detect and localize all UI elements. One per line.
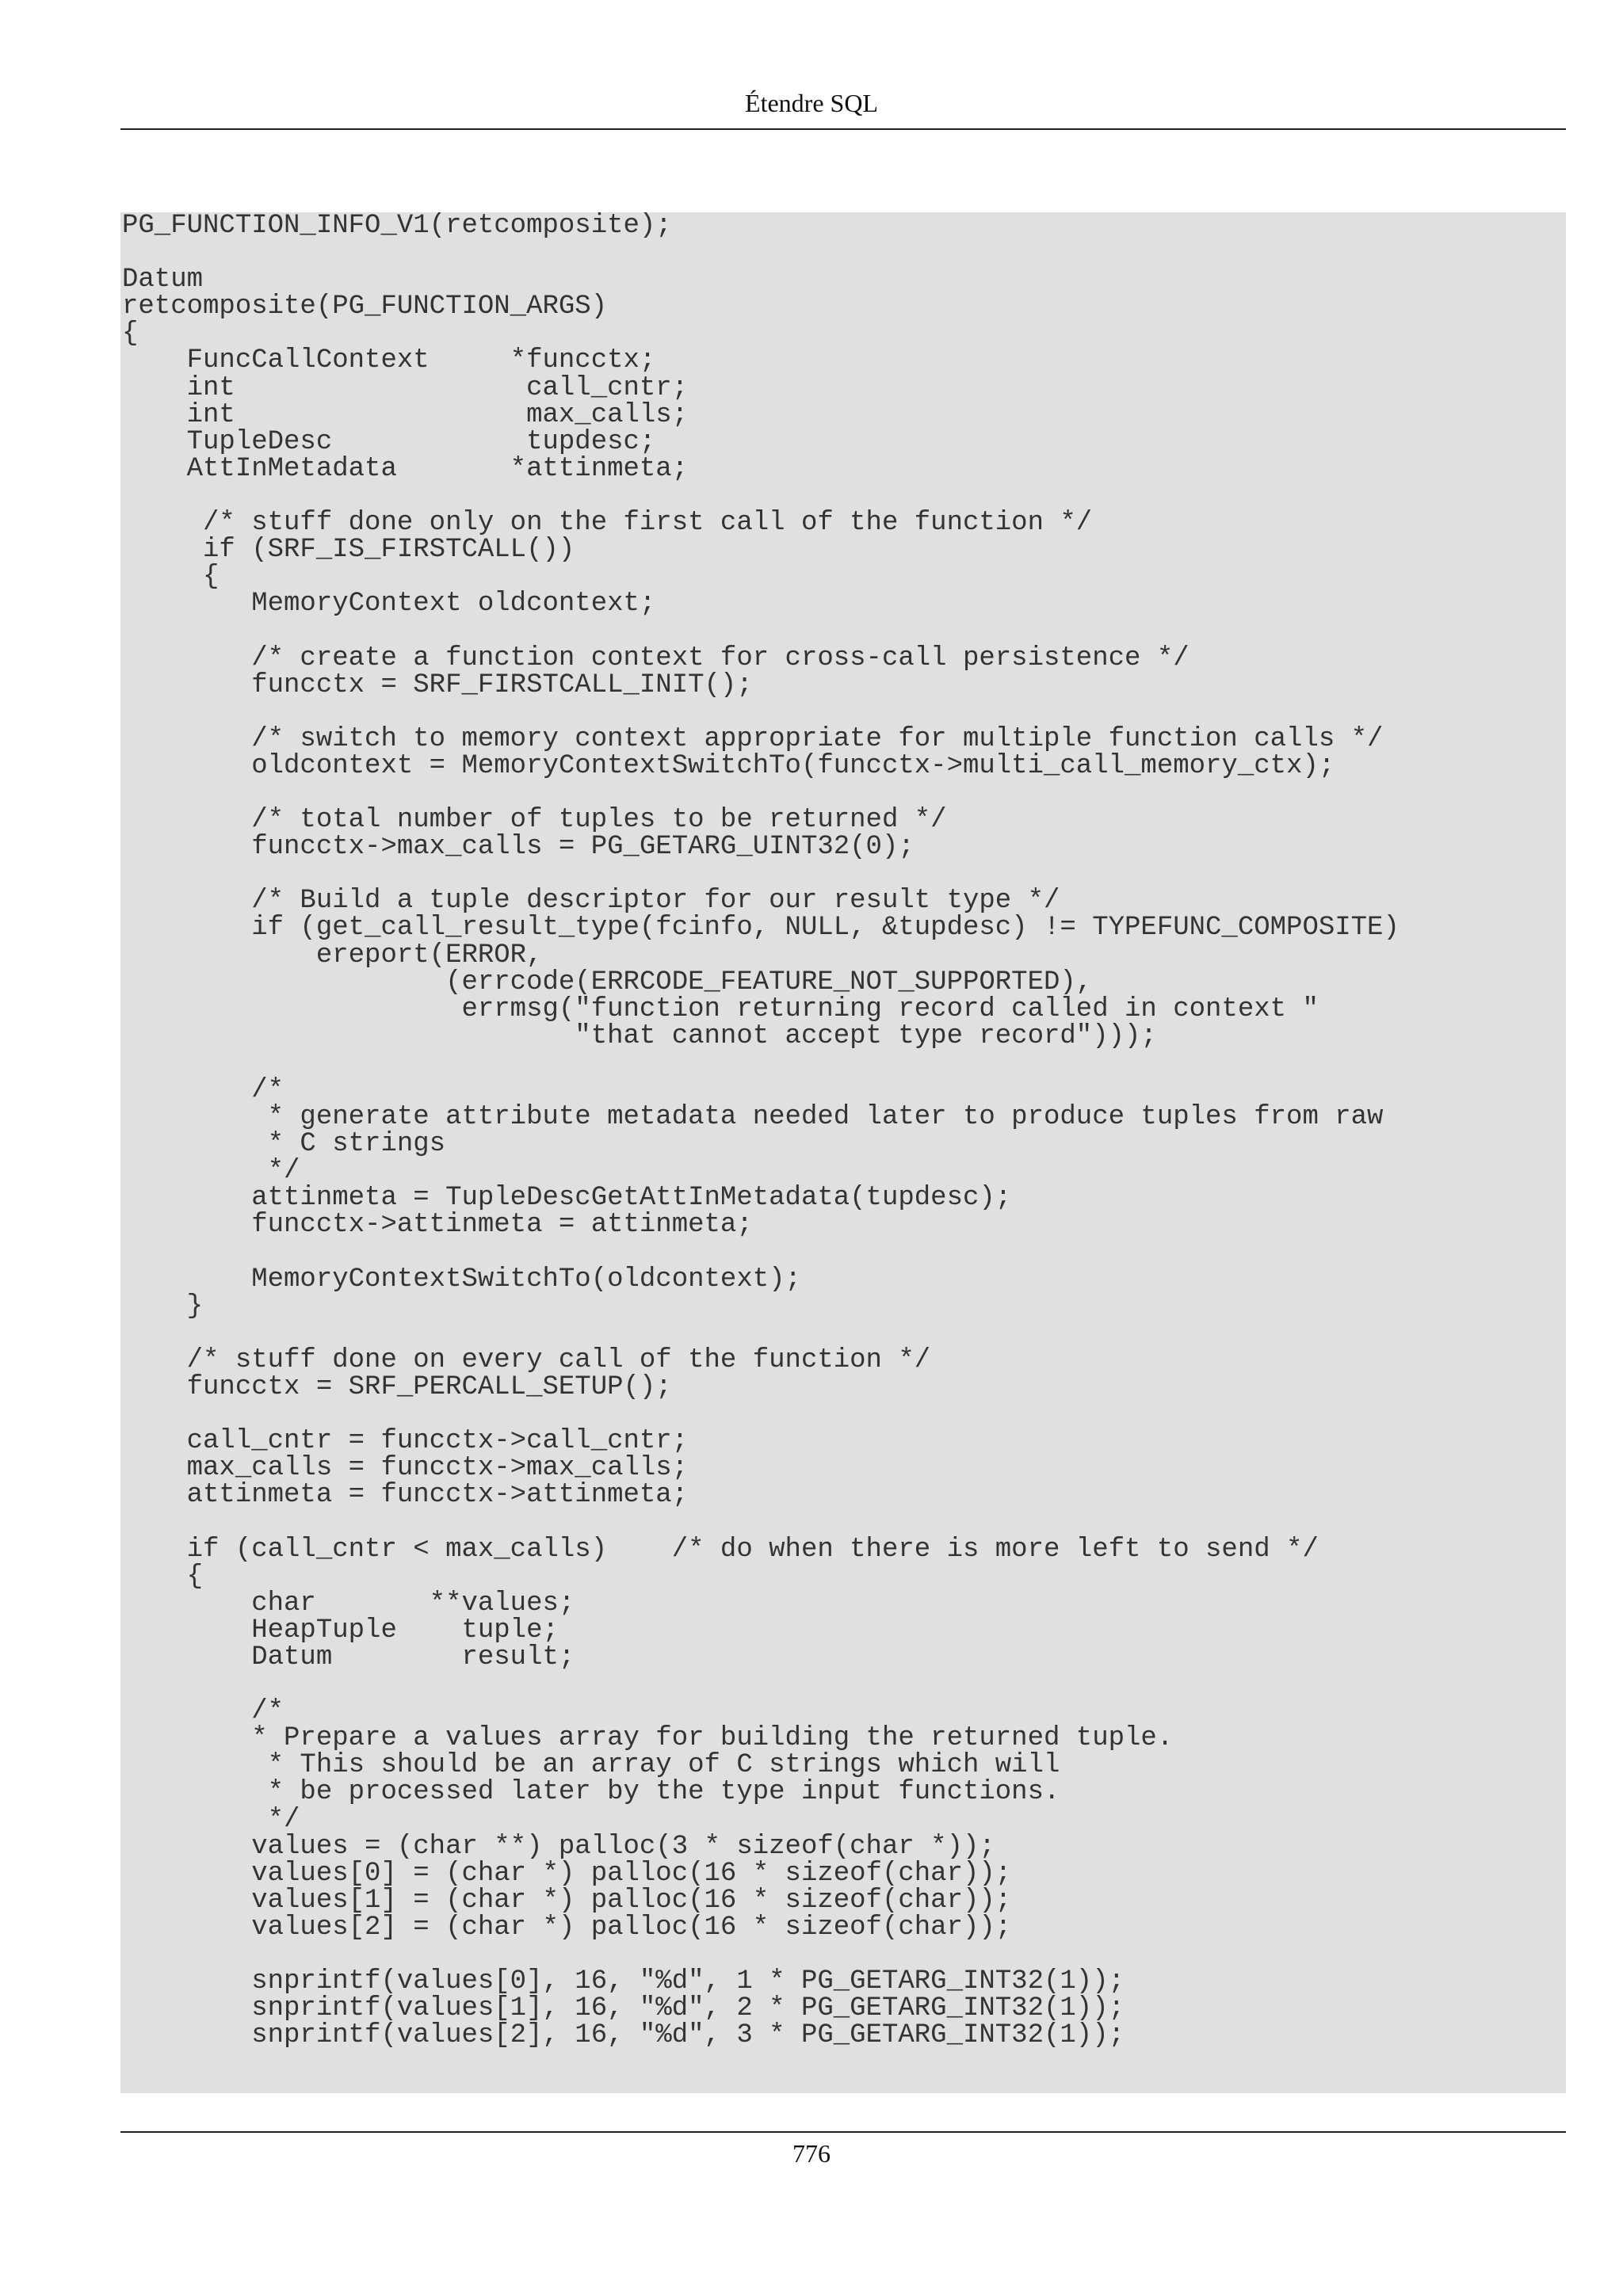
footer-divider xyxy=(120,2131,1566,2133)
page-header-title: Étendre SQL xyxy=(745,89,878,117)
code-listing: PG_FUNCTION_INFO_V1(retcomposite); Datum retcomposite(PG_FUNCTION_ARGS) { FuncCallContext *funcctx; int call_cntr; int max_calls; TupleDesc tupdesc; AttInMetadata *attinmeta; /* stuff done only on the first call of the function */ if (SRF_IS_FIRSTCALL()) { MemoryContext oldcontext; /* create a function context for cross-call persistence */ funcctx = SRF_FIRSTCALL_INIT(); /* switch to memory context appropriate for multiple function calls */ oldcontext = MemoryContextSwitchTo(funcctx->multi_call_memory_ctx); /* total number of tuples to be returned */ funcctx->max_calls = PG_GETARG_UINT32(0); /* Build a tuple descriptor for our result type */ if (get_call_result_type(fcinfo, NULL, &tupdesc) != TYPEFUNC_COMPOSITE) ereport(ERROR, (errcode(ERRCODE_FEATURE_NOT_SUPPORTED), errmsg("function returning record called in context " "that cannot accept type record"))); /* * generate attribute metadata needed later to produce tuples from raw * C strings */ attinmeta = TupleDescGetAttInMetadata(tupdesc); funcctx->attinmeta = attinmeta; MemoryContextSwitchTo(oldcontext); } /* stuff done on every call of the function */ funcctx = SRF_PERCALL_SETUP(); call_cntr = funcctx->call_cntr; max_calls = funcctx->max_calls; attinmeta = funcctx->attinmeta; if (call_cntr < max_calls) /* do when there is more left to send */ { char **values; HeapTuple tuple; Datum result; /* * Prepare a values array for building the returned tuple. * This should be an array of C strings which will * be processed later by the type input functions. */ values = (char **) palloc(3 * sizeof(char *)); values[0] = (char *) palloc(16 * sizeof(char)); values[1] = (char *) palloc(16 * sizeof(char)); values[2] = (char *) palloc(16 * sizeof(char)); snprintf(values[0], 16, "%d", 1 * PG_GETARG_INT32(1)); snprintf(values[1], 16, "%d", 2 * PG_GETARG_INT32(1)); snprintf(values[2], 16, "%d", 3 * PG_GETARG_INT32(1)); xyxy=(120,212,1566,2093)
header-divider xyxy=(120,128,1566,130)
page-number: 776 xyxy=(792,2139,831,2168)
